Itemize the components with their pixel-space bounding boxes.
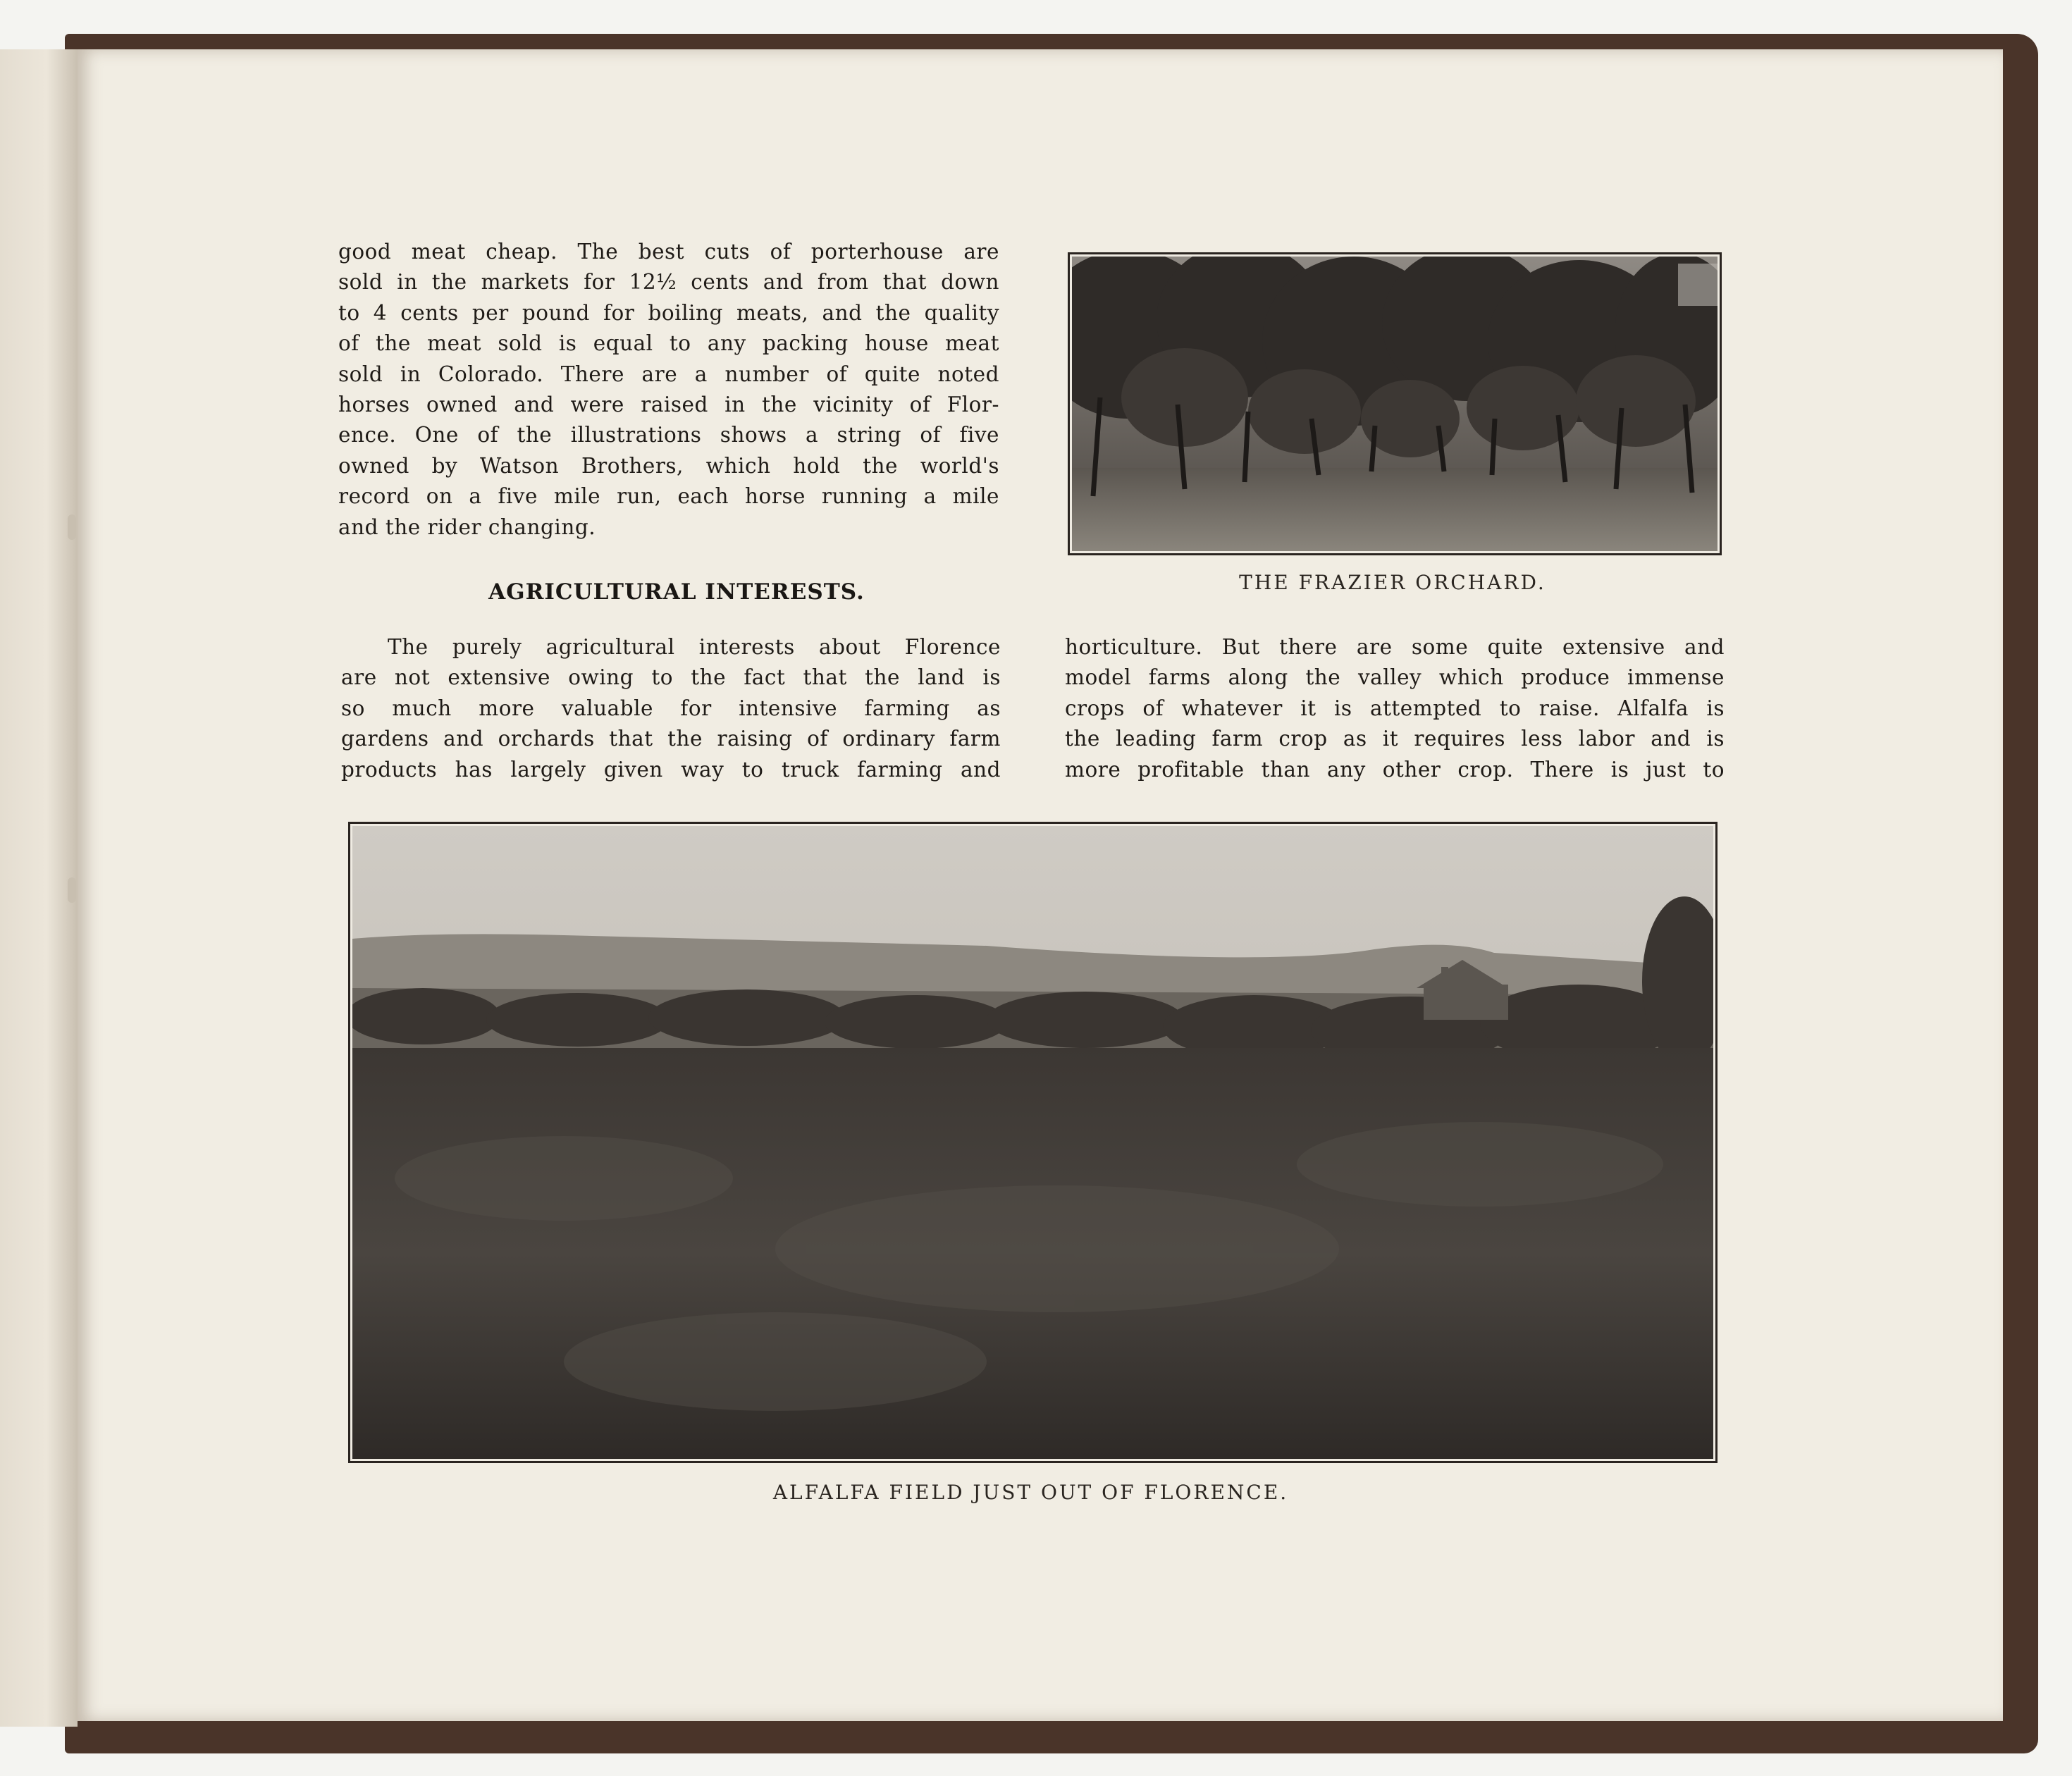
orchard-caption: THE FRAZIER ORCHARD. — [1239, 571, 1546, 594]
text-line: sold in the markets for 12½ cents and from that down — [338, 270, 999, 295]
frazier-orchard-photo — [1068, 252, 1722, 555]
alfalfa-field-photo — [348, 822, 1718, 1463]
text-line: owned by Watson Brothers, which hold the world's — [338, 453, 999, 478]
text-line: to 4 cents per pound for boiling meats, and the quality — [338, 300, 999, 325]
text-line: more profitable than any other crop. There is just to — [1065, 757, 1725, 782]
top-paragraph — [338, 237, 999, 543]
right-paragraph — [1065, 632, 1725, 785]
text-line: are not extensive owing to the fact that the land is — [341, 665, 1001, 690]
text-line: horses owned and were raised in the vicinity of Flor- — [338, 393, 999, 417]
orchard-image — [1072, 257, 1718, 551]
text-line: crops of whatever it is attempted to raise. Alfalfa is — [1065, 696, 1725, 720]
section-heading: AGRICULTURAL INTERESTS. — [488, 579, 865, 605]
text-line: The purely agricultural interests about Florence — [388, 635, 1001, 659]
alfalfa-caption: ALFALFA FIELD JUST OUT OF FLORENCE. — [772, 1481, 1289, 1504]
text-line: record on a five mile run, each horse running a mile — [338, 484, 999, 509]
text-line: model farms along the valley which produce immense — [1065, 665, 1725, 690]
left-paragraph — [341, 632, 1001, 785]
binding-stitch — [68, 877, 76, 903]
text-line: gardens and orchards that the raising of ordinary farm — [341, 727, 1001, 751]
text-line: good meat cheap. The best cuts of porterhouse are — [338, 240, 999, 264]
facing-page-edge — [0, 49, 78, 1727]
text-line: products has largely given way to truck farming and — [341, 757, 1001, 782]
text-line: sold in Colorado. There are a number of quite noted — [338, 362, 999, 386]
text-line: the leading farm crop as it requires less labor and is — [1065, 727, 1725, 751]
text-line: horticulture. But there are some quite extensive and — [1065, 635, 1725, 659]
text-line: of the meat sold is equal to any packing house meat — [338, 331, 999, 356]
alfalfa-image — [352, 826, 1713, 1459]
text-line: so much more valuable for intensive farming as — [341, 696, 1001, 720]
text-line: and the rider changing. — [338, 514, 596, 539]
binding-stitch — [68, 514, 76, 540]
text-line: ence. One of the illustrations shows a string of five — [338, 423, 999, 448]
